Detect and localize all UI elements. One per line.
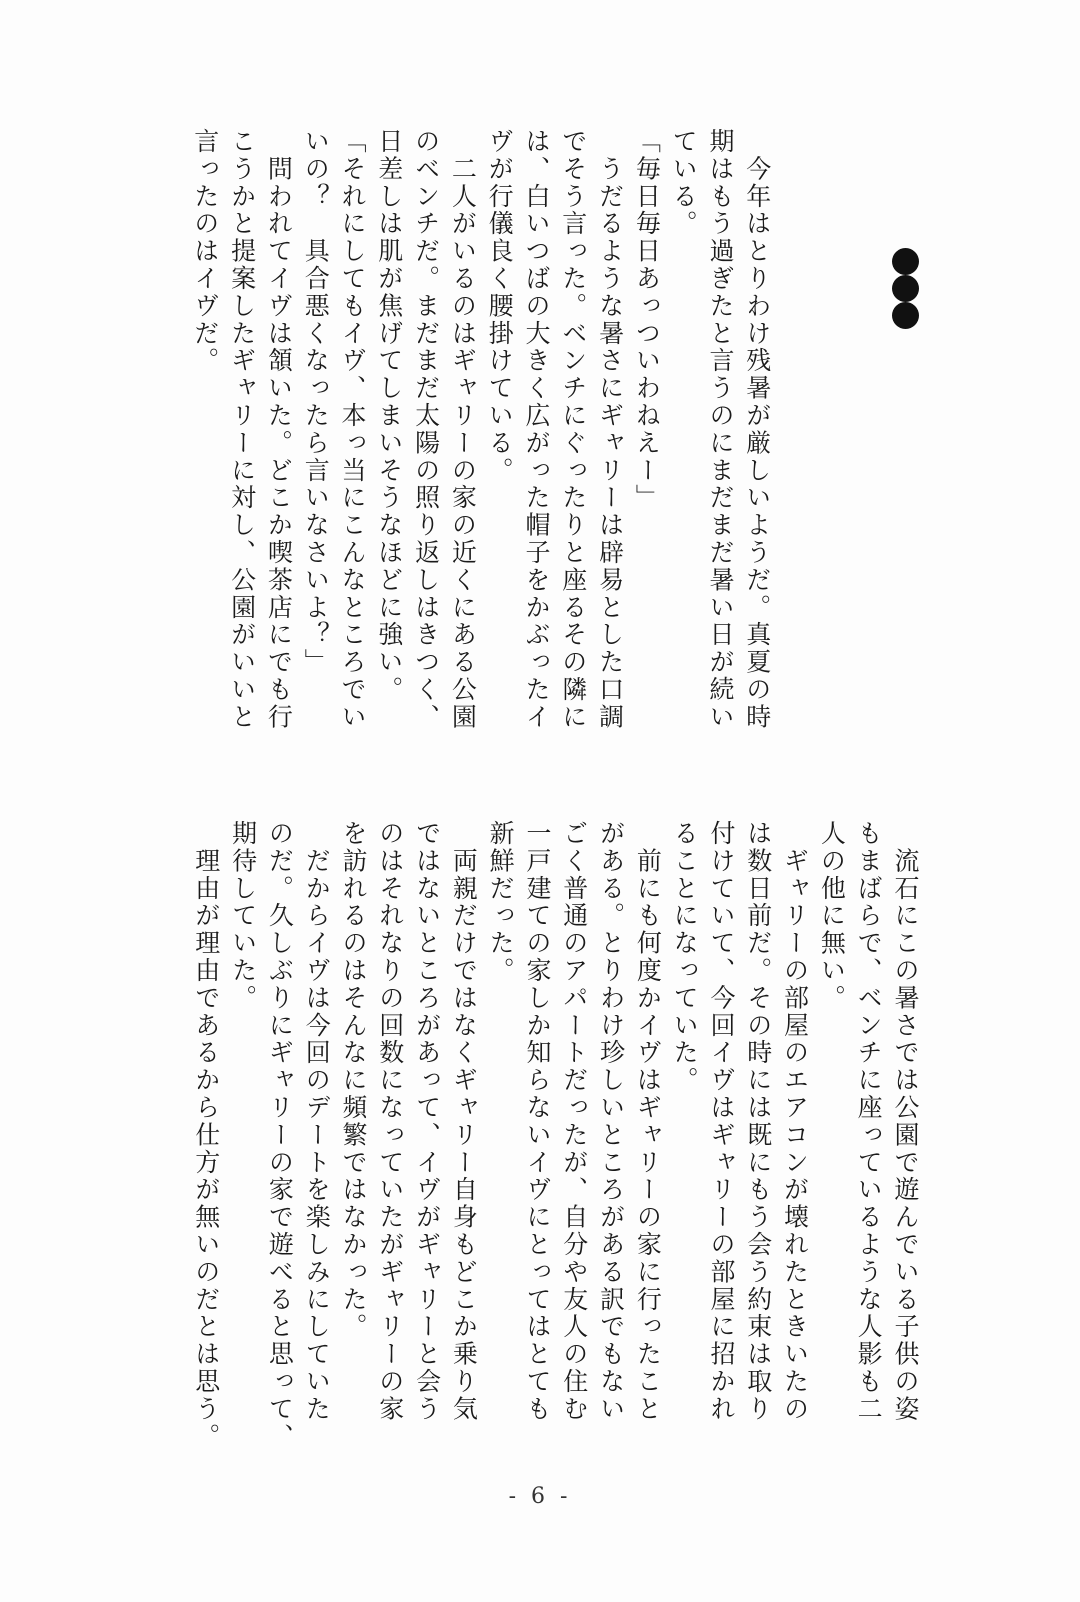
- text-column: 二人がいるのはギャリーの家の近くにある公園: [448, 128, 478, 731]
- text-column: 期はもう過ぎたと言うのにまだまだ暑い日が続い: [705, 128, 735, 731]
- text-column: ることになっていた。: [670, 820, 700, 1094]
- text-column: でそう言った。ベンチにぐったりと座るその隣に: [558, 128, 588, 731]
- text-column: を訪れるのはそんなに頻繁ではなかった。: [338, 820, 368, 1341]
- text-column: 言ったのはイヴだ。: [190, 128, 220, 375]
- text-column: ではないところがあって、イヴがギャリーと会う: [412, 820, 442, 1423]
- text-column: うだるような暑さにギャリーは辟易とした口調: [595, 128, 625, 731]
- text-column: 期待していた。: [228, 820, 258, 1012]
- text-block-bottom: [187, 820, 923, 1451]
- text-column: がある。とりわけ珍しいところがある訳でもない: [596, 820, 626, 1423]
- text-column: 前にも何度かイヴはギャリーの家に行ったこと: [633, 820, 663, 1423]
- text-column: もまばらで、ベンチに座っているような人影も二: [854, 820, 884, 1423]
- text-column: 付けていて、今回イヴはギャリーの部屋に招かれ: [706, 820, 736, 1423]
- text-column: のだ。久しぶりにギャリーの家で遊べると思って、: [265, 820, 295, 1451]
- text-column: 新鮮だった。: [486, 820, 516, 985]
- text-column: 「それにしてもイヴ、本っ当にこんなところでい: [337, 128, 367, 731]
- dot-icon: [892, 302, 919, 329]
- section-break-ornament: [892, 248, 920, 329]
- text-column: 理由が理由であるから仕方が無いのだとは思う。: [191, 820, 221, 1451]
- text-column: いの？ 具合悪くなったら言いなさいよ？」: [301, 128, 331, 676]
- text-column: 流石にこの暑さでは公園で遊んでいる子供の姿: [890, 820, 920, 1423]
- text-column: こうかと提案したギャリーに対し、公園がいいと: [227, 128, 257, 731]
- text-column: だからイヴは今回のデートを楽しみにしていた: [302, 820, 332, 1423]
- text-column: 問われてイヴは頷いた。どこか喫茶店にでも行: [264, 128, 294, 731]
- page-number: - 6 -: [508, 1484, 572, 1509]
- text-column: 両親だけではなくギャリー自身もどこか乗り気: [449, 820, 479, 1423]
- text-column: ギャリーの部屋のエアコンが壊れたときいたの: [780, 820, 810, 1423]
- text-column: 人の他に無い。: [817, 820, 847, 1012]
- text-column: は数日前だ。その時には既にもう会う約束は取り: [743, 820, 773, 1423]
- text-column: のベンチだ。まだまだ太陽の照り返しはきつく、: [411, 128, 441, 731]
- text-column: のはそれなりの回数になっていたがギャリーの家: [375, 820, 405, 1423]
- text-column: 一戸建ての家しか知らないイヴにとってはとても: [522, 820, 552, 1423]
- dot-icon: [892, 248, 919, 275]
- text-block-top: [186, 128, 775, 738]
- text-column: ごく普通のアパートだったが、自分や友人の住む: [559, 820, 589, 1423]
- text-column: 日差しは肌が焦げてしまいそうなほどに強い。: [374, 128, 404, 704]
- text-column: 「毎日毎日あっついわねえー」: [632, 128, 662, 512]
- text-column: ている。: [669, 128, 699, 238]
- text-column: ヴが行儀良く腰掛けている。: [485, 128, 515, 485]
- text-column: 今年はとりわけ残暑が厳しいようだ。真夏の時: [742, 128, 772, 731]
- dot-icon: [892, 275, 919, 302]
- text-column: は、白いつばの大きく広がった帽子をかぶったイ: [521, 128, 551, 731]
